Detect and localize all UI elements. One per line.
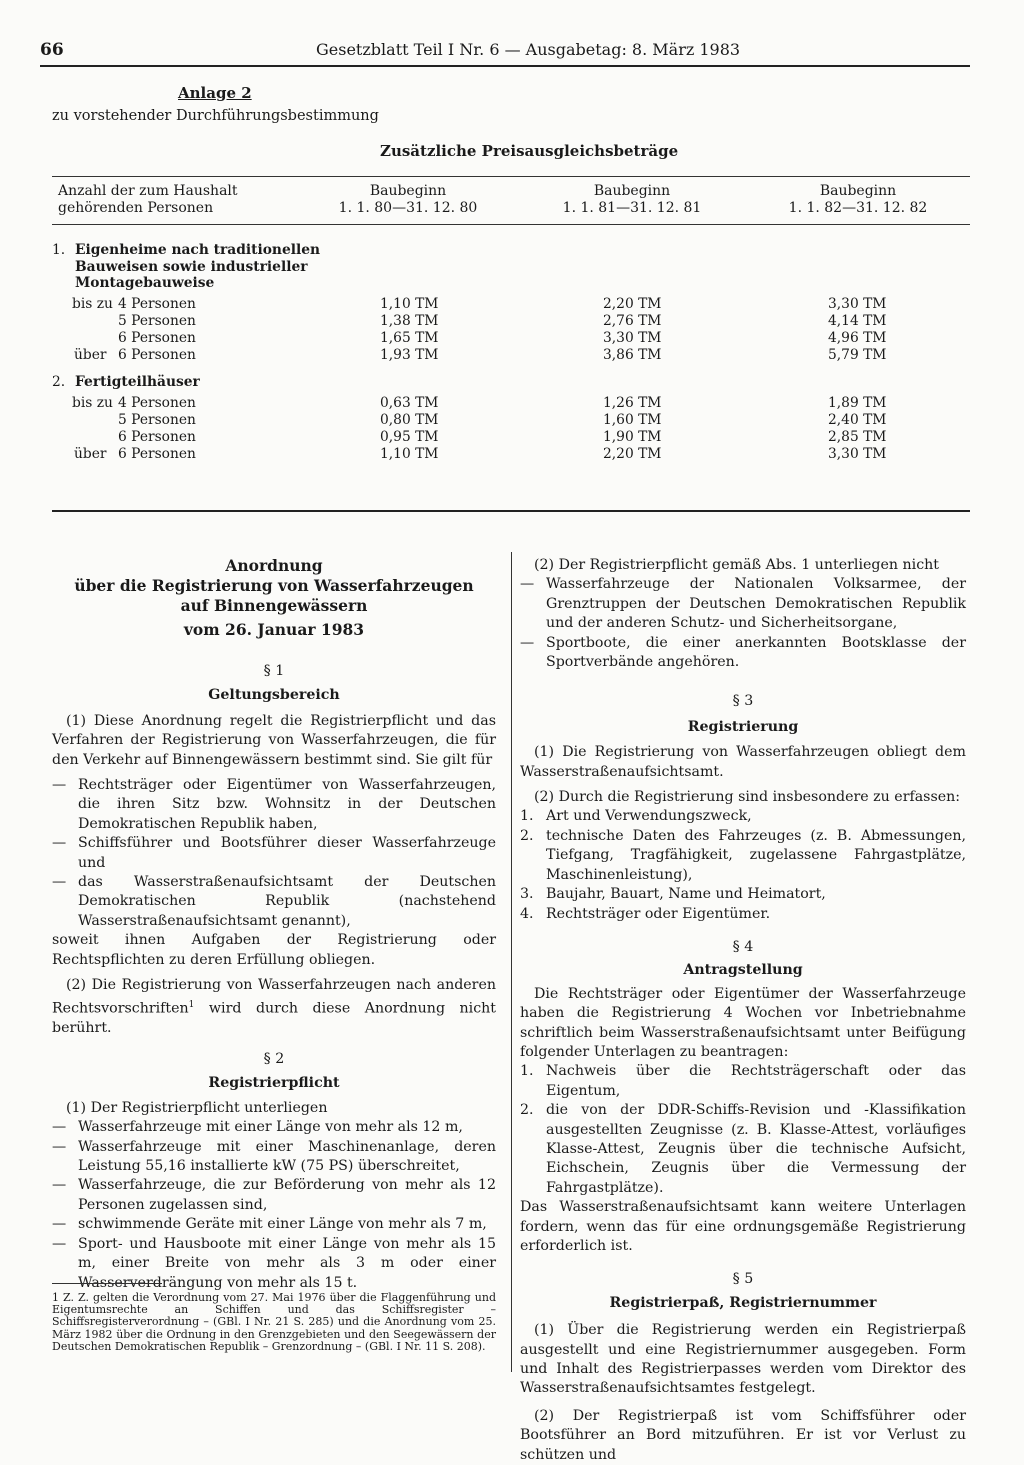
row-value-1981: 1,26 TM <box>603 395 662 411</box>
section-heading: Registrierung <box>687 718 799 735</box>
list-item <box>52 1215 496 1234</box>
ordinance-title <box>52 556 496 640</box>
paragraph: Die Rechtsträger oder Eigentümer der Wasserfahrzeuge haben die Registrierung 4 Wochen vor Inbetriebnahme schriftlich beim Wasserstraßenaufsichtsamt unter Beifügung folgender Unterlagen zu beantragen: <box>520 985 966 1060</box>
item-number: 1. <box>520 1063 534 1080</box>
page-number: 66 <box>40 40 64 60</box>
list-item-text: das Wasserstraßenaufsichtsamt der Deutschen Demokratischen Republik (nachstehend Wasserstraßenaufsichtsamt genannt), <box>78 874 496 929</box>
annex-title: Anlage 2 <box>178 84 252 102</box>
paragraph-text: wird durch diese Anordnung nicht berührt. <box>52 1000 496 1036</box>
list-item-text: Wasserfahrzeuge mit einer Länge von mehr als 12 m, <box>78 1119 463 1136</box>
row-value-1980: 1,10 TM <box>380 446 439 462</box>
item-number: 2. <box>520 1102 534 1119</box>
list-item <box>52 873 496 931</box>
table-title: Zusätzliche Preisausgleichsbeträge <box>380 142 679 160</box>
paragraph: (1) Die Registrierung von Wasserfahrzeugen obliegt dem Wasserstraßenaufsichtsamt. <box>520 744 966 780</box>
row-pre: bis zu <box>72 395 113 411</box>
list-item-text: Wasserfahrzeuge, die zur Beförderung von mehr als 12 Personen zugelassen sind, <box>78 1177 496 1213</box>
row-value-1981: 1,60 TM <box>603 412 662 428</box>
numbered-item-text: technische Daten des Fahrzeuges (z. B. Abmessungen, Tiefgang, Tragfähigkeit, zugelassene Fahrgastplätze, Maschinenleistung), <box>546 827 966 883</box>
row-persons: 4 Personen <box>118 395 196 411</box>
paragraph <box>52 976 496 1038</box>
numbered-item <box>520 807 966 826</box>
list-dash: — <box>52 777 67 794</box>
paragraph: (1) Der Registrierpflicht unterliegen <box>66 1099 328 1116</box>
table-head-1981 <box>552 183 712 217</box>
annex-subtitle: zu vorstehender Durchführungsbestimmung <box>52 108 379 124</box>
row-value-1981: 2,20 TM <box>603 446 662 462</box>
footnote: 1 Z. Z. gelten die Verordnung vom 27. Mai 1976 über die Flaggenführung und Eigentumsrechte an Schiffen und das Schiffsregister – Schiffsregisterverordnung – (GBl. I Nr. 21 S. 285) und die Anordnung vom 25. März 1982 über die Ordnung in den Grenzgebieten und den Seegewässern der Deutschen Demokratischen Republik – Grenzordnung – (GBl. I Nr. 11 S. 208). <box>52 1291 496 1353</box>
row-value-1982: 3,30 TM <box>828 296 887 312</box>
row-value-1982: 5,79 TM <box>828 347 887 363</box>
row-value-1981: 2,76 TM <box>603 313 662 329</box>
list-item <box>52 1138 496 1177</box>
section-number: 1. <box>52 242 66 258</box>
item-number: 1. <box>520 808 534 825</box>
column-divider <box>511 552 512 1372</box>
list-dash: — <box>52 1216 67 1233</box>
head-text: Anzahl der zum Haushalt <box>58 183 238 199</box>
row-value-1980: 1,65 TM <box>380 330 439 346</box>
section-heading: Registrierpaß, Registriernummer <box>609 1294 877 1311</box>
row-value-1980: 0,80 TM <box>380 412 439 428</box>
section-heading: Fertigteilhäuser <box>75 374 200 390</box>
numbered-item-text: Baujahr, Bauart, Name und Heimatort, <box>546 886 826 903</box>
list-item-text: Schiffsführer und Bootsführer dieser Wasserfahrzeuge und <box>78 835 496 871</box>
footnote-rule <box>52 1283 162 1284</box>
list-dash: — <box>520 576 535 593</box>
row-value-1980: 1,93 TM <box>380 347 439 363</box>
section-number: 2. <box>52 374 66 390</box>
list-dash: — <box>52 1235 67 1252</box>
section-heading-line: Bauweisen sowie industrieller <box>75 258 308 275</box>
numbered-item <box>520 1101 966 1198</box>
section-symbol: § 2 <box>263 1051 285 1068</box>
table-top-rule <box>52 176 970 177</box>
list-item-text: schwimmende Geräte mit einer Länge von mehr als 7 m, <box>78 1216 487 1233</box>
list-item-text: Rechtsträger oder Eigentümer von Wasserfahrzeugen, die ihren Sitz bzw. Wohnsitz in der Deutschen Demokratischen Republik haben, <box>78 777 496 832</box>
list-item <box>520 575 966 633</box>
table-head-1980 <box>328 183 488 217</box>
section-heading-line: Eigenheime nach traditionellen <box>75 242 321 258</box>
list-item <box>52 1176 496 1215</box>
row-value-1981: 3,30 TM <box>603 330 662 346</box>
header-rule <box>40 65 970 67</box>
row-value-1982: 4,14 TM <box>828 313 887 329</box>
row-pre: bis zu <box>72 296 113 312</box>
section-symbol: § 4 <box>732 938 754 955</box>
list-item <box>52 1235 496 1293</box>
paragraph: Das Wasserstraßenaufsichtsamt kann weitere Unterlagen fordern, wenn das für eine ordnungsgemäße Registrierung erforderlich ist. <box>520 1199 966 1254</box>
right-column <box>520 556 966 1465</box>
list-item-text: Wasserfahrzeuge mit einer Maschinenanlage, deren Leistung 55,16 installierte kW (75 PS) überschreitet, <box>78 1138 496 1175</box>
row-value-1981: 1,90 TM <box>603 429 662 445</box>
section-symbol: § 5 <box>732 1271 754 1288</box>
section-heading: Geltungsbereich <box>208 687 340 704</box>
head-text: Baubeginn <box>369 183 447 199</box>
numbered-item-text: die von der DDR-Schiffs-Revision und -Klassifikation ausgestellten Zeugnisse (z. B. Klasse-Attest, vorläufiges Klasse-Attest, Zeugnis über die technische Aufsicht, Eichschein, Zeugnis über die Vermessung der Fahrgastplätze). <box>546 1102 966 1196</box>
list-item <box>52 834 496 873</box>
row-persons: 5 Personen <box>118 313 196 329</box>
section-heading <box>75 242 320 292</box>
row-value-1980: 0,95 TM <box>380 429 439 445</box>
head-text: 1. 1. 80—31. 12. 80 <box>338 200 478 216</box>
row-value-1980: 1,38 TM <box>380 313 439 329</box>
row-pre: über <box>74 347 107 363</box>
row-value-1980: 0,63 TM <box>380 395 439 411</box>
numbered-item-text: Nachweis über die Rechtsträgerschaft oder das Eigentum, <box>546 1063 966 1099</box>
left-column <box>52 556 496 1293</box>
list-item-text: Wasserfahrzeuge der Nationalen Volksarmee, der Grenztruppen der Deutschen Demokratischen Republik und der anderen Schutz- und Sicherheitsorgane, <box>546 576 966 632</box>
row-persons: 6 Personen <box>118 429 196 445</box>
row-persons: 6 Personen <box>118 446 196 462</box>
row-pre: über <box>74 446 107 462</box>
item-number: 3. <box>520 886 534 903</box>
list-item-text: Sportboote, die einer anerkannten Bootsklasse der Sportverbände angehören. <box>546 634 966 671</box>
row-value-1981: 2,20 TM <box>603 296 662 312</box>
list-dash: — <box>52 1138 67 1155</box>
footnote-ref: 1 <box>188 999 195 1010</box>
ordinance-title-line: auf Binnengewässern <box>180 596 368 615</box>
item-number: 4. <box>520 905 534 922</box>
paragraph: (2) Durch die Registrierung sind insbesondere zu erfassen: <box>534 789 961 806</box>
numbered-item <box>520 1062 966 1101</box>
numbered-item-text: Art und Verwendungszweck, <box>546 808 752 825</box>
section-symbol: § 1 <box>263 663 285 679</box>
ordinance-title-line: über die Registrierung von Wasserfahrzeugen <box>74 576 474 595</box>
list-dash: — <box>52 1177 67 1194</box>
list-item <box>520 634 966 673</box>
ordinance-date: vom 26. Januar 1983 <box>183 620 365 639</box>
table-head-1982 <box>778 183 938 217</box>
paragraph: (2) Der Registrierpflicht gemäß Abs. 1 unterliegen nicht <box>534 557 939 573</box>
paragraph: (1) Über die Registrierung werden ein Registrierpaß ausgestellt und eine Registriernummer ausgegeben. Form und Inhalt des Registrierpasses werden vom Direktor des Wasserstraßenaufsichtsamtes festgelegt. <box>520 1322 966 1397</box>
row-value-1981: 3,86 TM <box>603 347 662 363</box>
row-value-1982: 1,89 TM <box>828 395 887 411</box>
row-persons: 4 Personen <box>118 296 196 312</box>
list-item-text: Sport- und Hausboote mit einer Länge von mehr als 15 m, einer Breite von mehr als 3 m oder einer Wasserverdrängung von mehr als 15 t. <box>78 1235 496 1291</box>
list-dash: — <box>52 1119 67 1136</box>
list-dash: — <box>520 634 535 651</box>
paragraph: soweit ihnen Aufgaben der Registrierung oder Rechtspflichten zu deren Erfüllung obliegen. <box>52 932 496 968</box>
row-value-1982: 3,30 TM <box>828 446 887 462</box>
numbered-item-text: Rechtsträger oder Eigentümer. <box>546 905 771 922</box>
row-value-1982: 2,85 TM <box>828 429 887 445</box>
ordinance-title-line: Anordnung <box>225 556 323 575</box>
section-heading-line: Montagebauweise <box>75 275 215 292</box>
list-item <box>52 1118 496 1137</box>
running-title: Gesetzblatt Teil I Nr. 6 — Ausgabetag: 8. März 1983 <box>316 40 741 59</box>
section-heading: Antragstellung <box>683 962 803 979</box>
numbered-item <box>520 905 966 924</box>
list-item <box>52 776 496 834</box>
table-head-persons <box>58 183 238 217</box>
row-value-1982: 2,40 TM <box>828 412 887 428</box>
head-text: Baubeginn <box>819 183 897 199</box>
section-symbol: § 3 <box>732 693 754 710</box>
row-value-1980: 1,10 TM <box>380 296 439 312</box>
row-persons: 6 Personen <box>118 330 196 346</box>
row-persons: 6 Personen <box>118 347 196 363</box>
paragraph: (1) Diese Anordnung regelt die Registrierpflicht und das Verfahren der Registrierung von Wasserfahrzeugen, die für den Verkehr auf Binnengewässern bestimmt sind. Sie gilt für <box>52 712 496 768</box>
head-text: 1. 1. 82—31. 12. 82 <box>788 200 928 216</box>
row-persons: 5 Personen <box>118 412 196 428</box>
numbered-item <box>520 827 966 885</box>
row-value-1982: 4,96 TM <box>828 330 887 346</box>
head-text: 1. 1. 81—31. 12. 81 <box>562 200 702 216</box>
list-dash: — <box>52 835 67 852</box>
table-bottom-rule <box>52 510 970 512</box>
table-head-rule <box>52 224 970 225</box>
paragraph-text: (2) Die Registrierung von Wasserfahrzeugen nach anderen Rechtsvorschriften <box>52 977 496 1017</box>
numbered-item <box>520 885 966 904</box>
head-text: Baubeginn <box>593 183 671 199</box>
head-text: gehörenden Personen <box>58 200 214 216</box>
list-dash: — <box>52 874 67 891</box>
section-heading: Registrierpflicht <box>208 1075 340 1092</box>
item-number: 2. <box>520 827 534 844</box>
paragraph: (2) Der Registrierpaß ist vom Schiffsführer oder Bootsführer an Bord mitzuführen. Er ist vor Verlust zu schützen und <box>520 1407 966 1463</box>
